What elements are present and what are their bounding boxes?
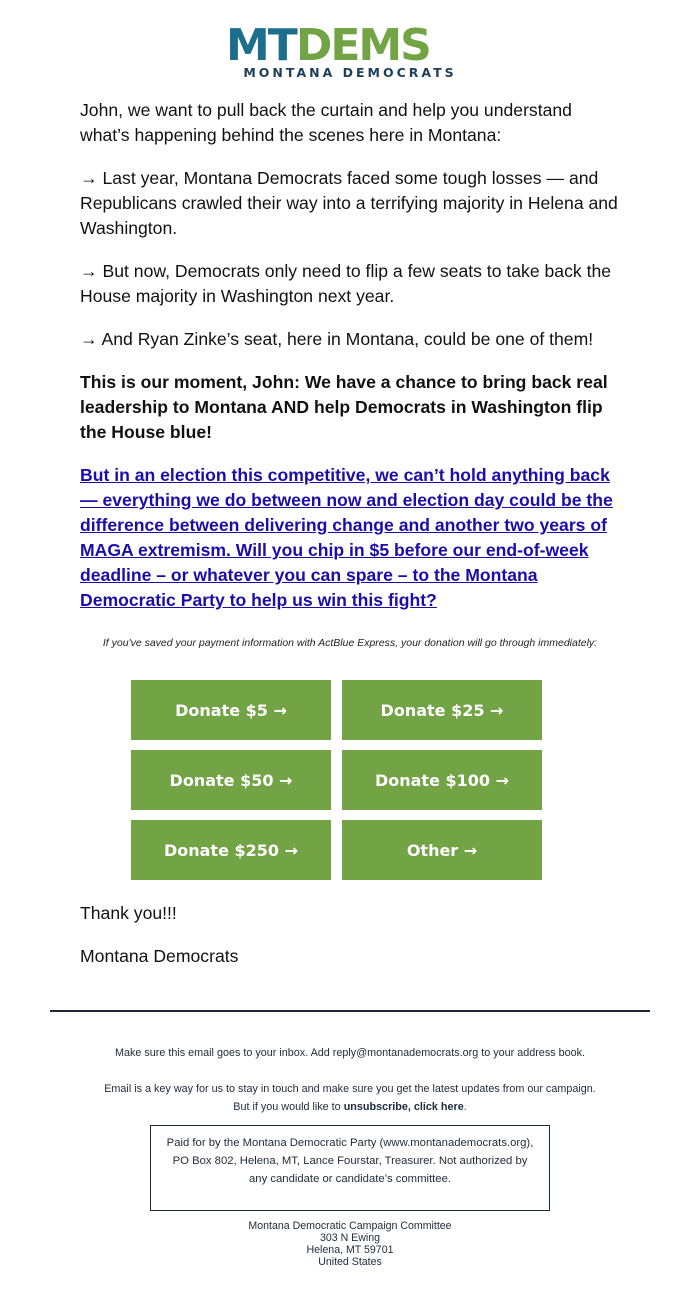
zinke-paragraph: → And Ryan Zinke’s seat, here in Montana, could be one of them! <box>80 329 594 349</box>
logo-mt: MT <box>226 20 296 71</box>
thanks-text: Thank you!!! <box>80 903 177 923</box>
logo-dems: DEMS <box>295 20 430 71</box>
unsubscribe-note <box>50 1080 650 1116</box>
stay-in-touch-text: Email is a key way for us to stay in touch and make sure you get the latest updates from our campaign. <box>104 1083 596 1095</box>
logo-wordmark <box>226 20 430 71</box>
address-line: United States <box>318 1256 382 1268</box>
address-line: Helena, MT 59701 <box>306 1244 394 1256</box>
donate-50-button[interactable]: Donate $50 → <box>131 750 331 810</box>
paid-for-disclaimer: Paid for by the Montana Democratic Party (www.montanademocrats.org), PO Box 802, Helena, MT, Lance Fourstar, Treasurer. Not authorized by any candidate or candidate’s committee. <box>150 1125 550 1211</box>
logo-subtitle: MONTANA DEMOCRATS <box>243 65 457 80</box>
mtdems-logo <box>226 20 474 80</box>
flip-paragraph: → But now, Democrats only need to flip a few seats to take back the House majority in Washington next year. <box>80 261 612 306</box>
inbox-note: Make sure this email goes to your inbox. Add reply@montanademocrats.org to your address book. <box>114 1047 586 1059</box>
losses-paragraph: → Last year, Montana Democrats faced some tough losses — and Republicans crawled their way into a terrifying majority in Helena and Washington. <box>80 168 618 238</box>
donate-250-button[interactable]: Donate $250 → <box>131 820 331 880</box>
actblue-express-notice: If you've saved your payment information with ActBlue Express, your donation will go through immediately: <box>102 637 598 649</box>
mailing-address <box>50 1220 650 1268</box>
signature-text: Montana Democrats <box>80 946 239 966</box>
address-line: 303 N Ewing <box>319 1232 381 1244</box>
donate-5-button[interactable]: Donate $5 → <box>131 680 331 740</box>
donate-other-button[interactable]: Other → <box>342 820 542 880</box>
footer-divider <box>50 1010 650 1012</box>
unsub-suffix: . <box>463 1101 467 1113</box>
appeal-link-paragraph <box>80 463 625 613</box>
donate-100-button[interactable]: Donate $100 → <box>342 750 542 810</box>
moment-paragraph: This is our moment, John: We have a chance to bring back real leadership to Montana AND help Democrats in Washington flip the House blue! <box>80 372 608 442</box>
unsubscribe-link[interactable]: unsubscribe, click here <box>343 1101 464 1113</box>
intro-paragraph: John, we want to pull back the curtain and help you understand what’s happening behind the scenes here in Montana: <box>80 100 572 145</box>
unsub-prefix: But if you would like to <box>233 1101 344 1113</box>
address-line: Montana Democratic Campaign Committee <box>248 1220 452 1232</box>
donation-appeal-link[interactable]: But in an election this competitive, we can’t hold anything back — everything we do between now and election day could be the difference between delivering change and another two years of MAGA extremism. Will you chip in $5 before our end-of-week deadline – or whatever you can spare – to the Montana Democratic Party to help us win this fight? <box>80 465 613 610</box>
donate-25-button[interactable]: Donate $25 → <box>342 680 542 740</box>
